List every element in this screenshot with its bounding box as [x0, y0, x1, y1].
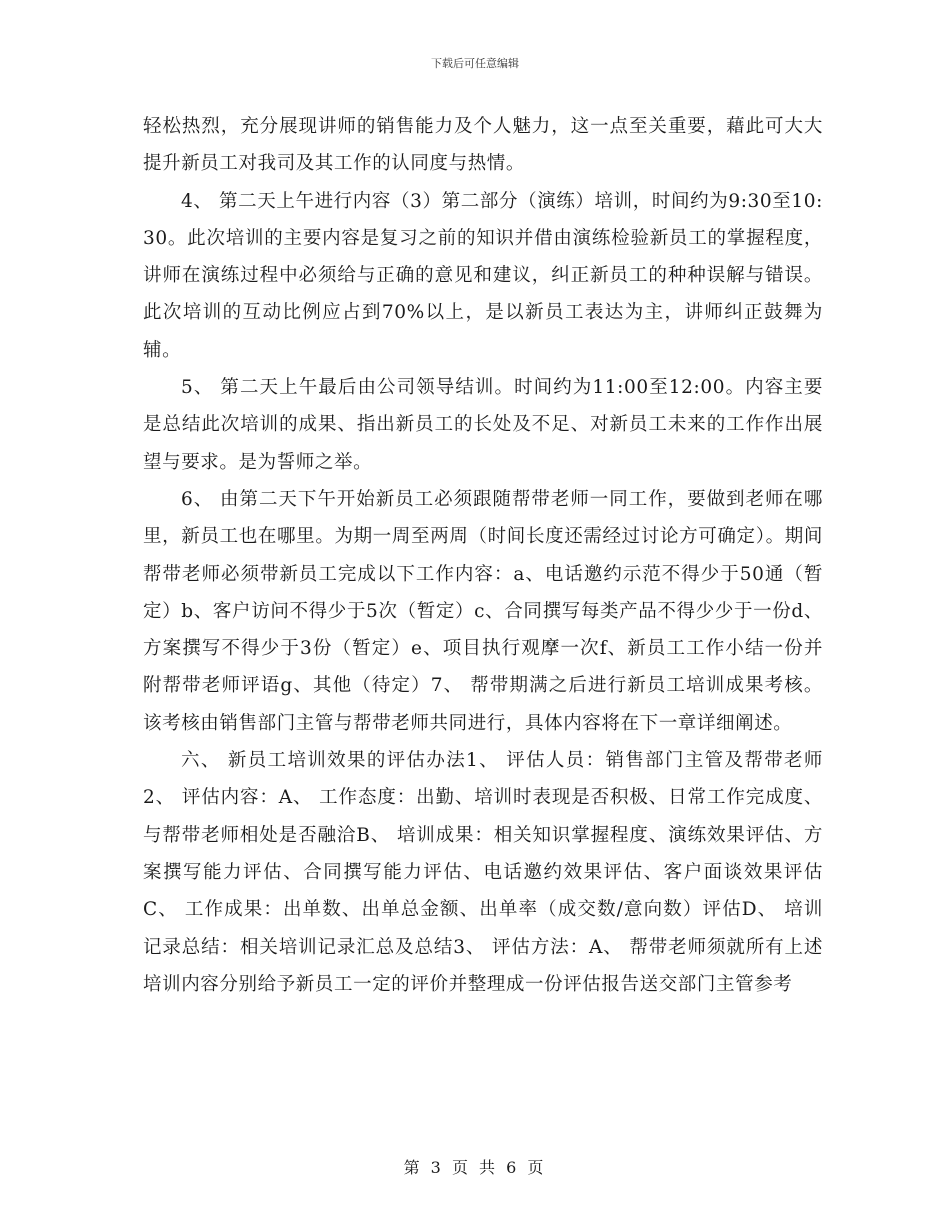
paragraph-3: 5、 第二天上午最后由公司领导结训。时间约为11:00至12:00。内容主要是总结此次培训的成果、指出新员工的长处及不足、对新员工未来的工作作出展望与要求。是为誓师之举。: [143, 377, 823, 473]
page-footer: 第 3 页 共 6 页: [403, 1158, 547, 1177]
paragraph-1: 轻松热烈，充分展现讲师的销售能力及个人魅力，这一点至关重要，藉此可大大提升新员工对我司及其工作的认同度与热情。: [143, 116, 823, 175]
paragraph-2: 4、 第二天上午进行内容（3）第二部分（演练）培训，时间约为9:30至10:30。此次培训的主要内容是复习之前的知识并借由演练检验新员工的掌握程度，讲师在演练过程中必须给与正确的意见和建议，纠正新员工的种种误解与错误。此次培训的互动比例应占到70%以上，是以新员工表达为主，讲师纠正鼓舞为辅。: [143, 190, 823, 361]
paragraph-4: 6、 由第二天下午开始新员工必须跟随帮带老师一同工作，要做到老师在哪里，新员工也在哪里。为期一周至两周（时间长度还需经过讨论方可确定）。期间帮带老师必须带新员工完成以下工作内容：a、电话邀约示范不得少于50通（暂定）b、客户访问不得少于5次（暂定）c、合同撰写每类产品不得少少于一份d、方案撰写不得少于3份（暂定）e、项目执行观摩一次f、新员工工作小结一份并附帮带老师评语g、其他（待定）7、 帮带期满之后进行新员工培训成果考核。该考核由销售部门主管与帮带老师共同进行，具体内容将在下一章详细阐述。: [143, 488, 823, 734]
document-body: [143, 108, 823, 1003]
paragraph-5: 六、 新员工培训效果的评估办法1、 评估人员：销售部门主管及帮带老师2、 评估内容：A、 工作态度：出勤、培训时表现是否积极、日常工作完成度、与帮带老师相处是否融洽B、 培训成果：相关知识掌握程度、演练效果评估、方案撰写能力评估、合同撰写能力评估、电话邀约效果评估、客户面谈效果评估C、 工作成果：出单数、出单总金额、出单率（成交数/意向数）评估D、 培训记录总结：相关培训记录汇总及总结3、 评估方法：A、 帮带老师须就所有上述培训内容分别给予新员工一定的评价并整理成一份评估报告送交部门主管参考: [143, 750, 823, 995]
page-header: 下载后可任意编辑: [431, 57, 519, 70]
